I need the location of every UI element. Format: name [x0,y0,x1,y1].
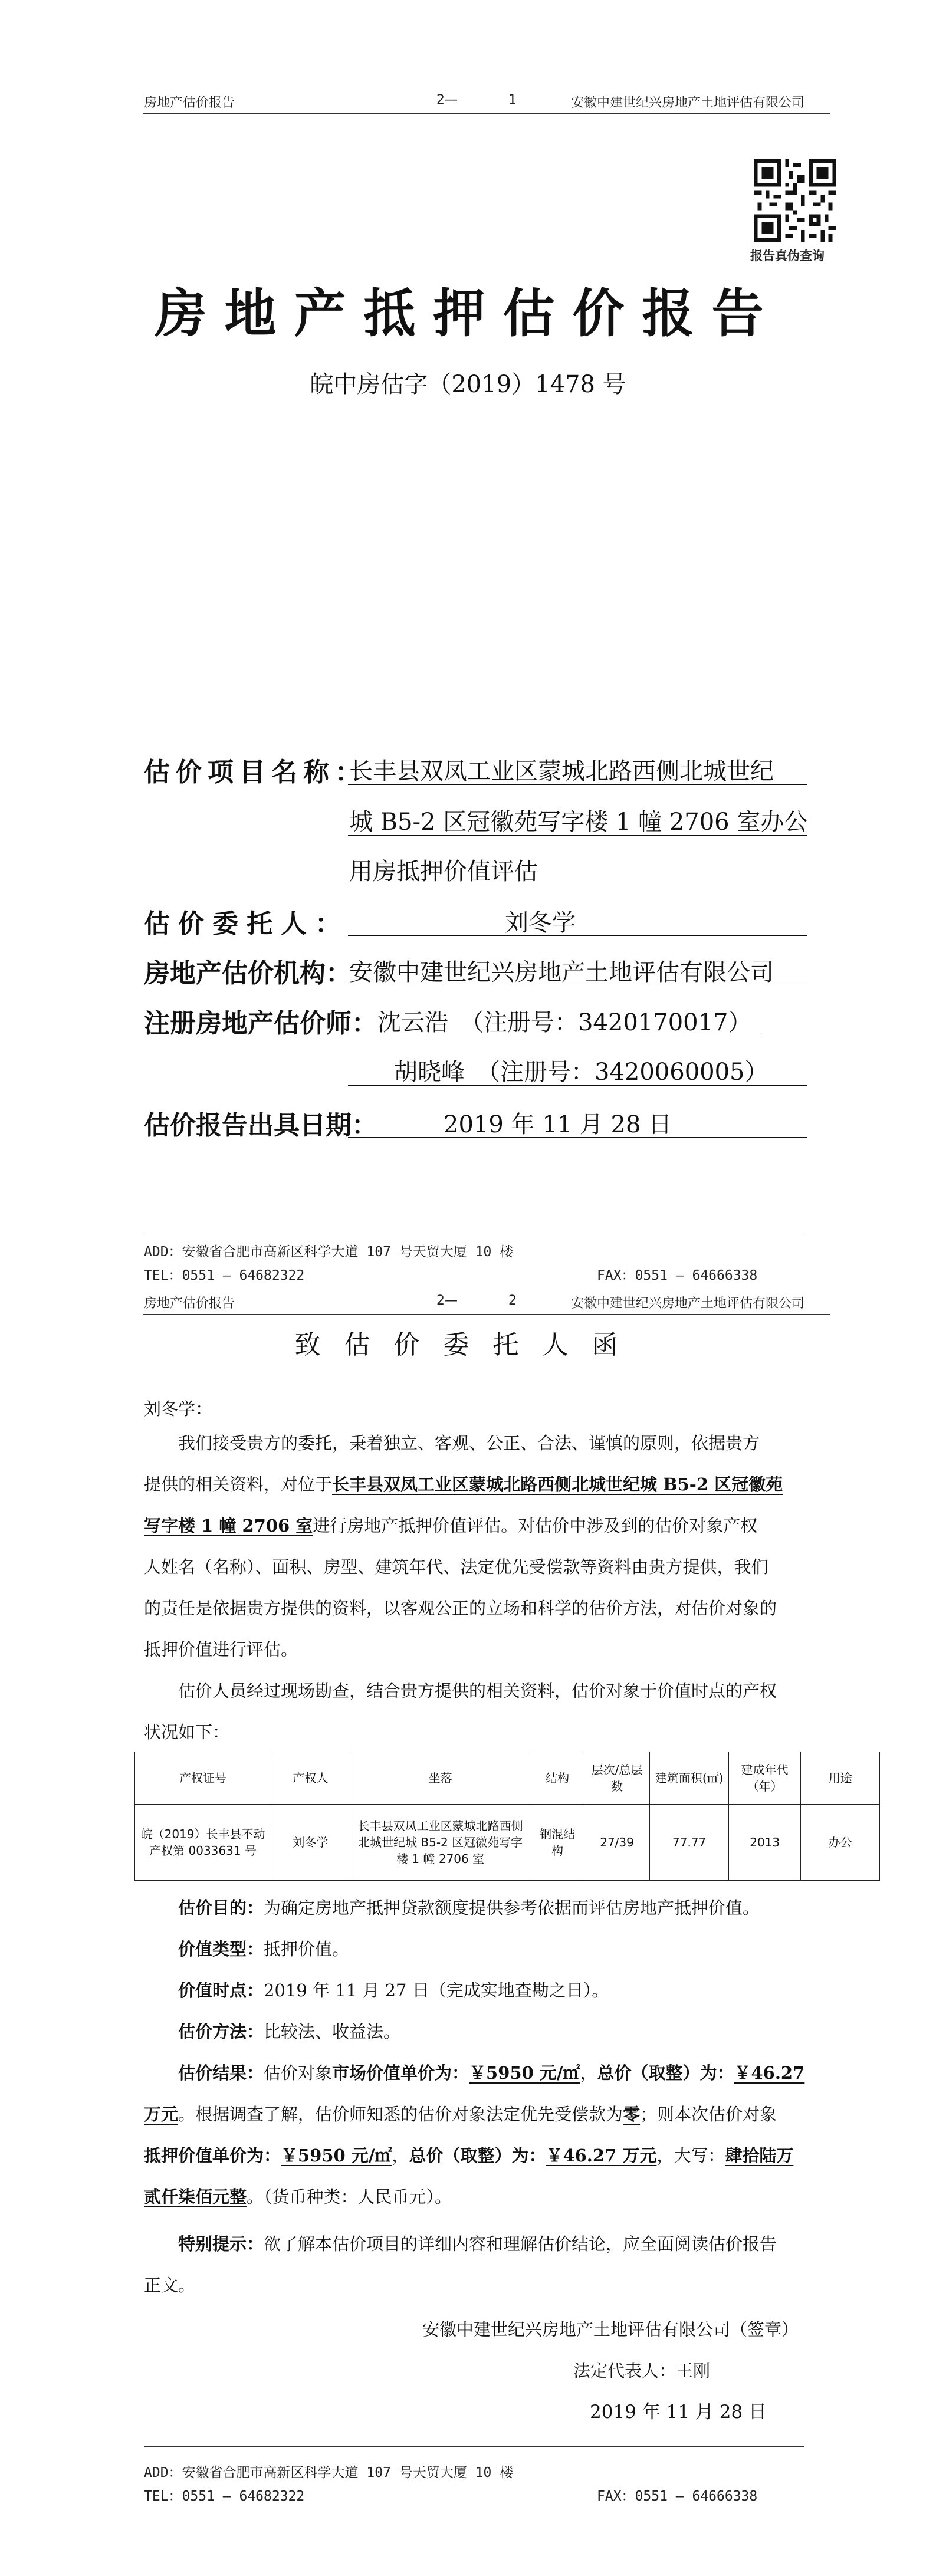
header-left: 房地产估价报告 [144,96,235,110]
purpose-line [178,1887,760,1928]
date-value: 2019 年 11 月 28 日 [444,1111,672,1138]
method-text: 比较法、收益法。 [264,2022,401,2042]
result-line-4 [144,2176,452,2217]
footer-fax: FAX：0551 — 64666338 [597,1268,758,1283]
project-line-3: 用房抵押价值评估 [349,858,538,885]
property-rights-table [134,1752,880,1881]
result-line-1 [178,2052,804,2094]
para2-line1: 估价人员经过现场勘查，结合贵方提供的相关资料，估价对象于价值时点的产权 [178,1681,777,1701]
appraiser-2: 胡晓峰 （注册号：3420060005） [394,1059,768,1086]
para1-line2-a: 提供的相关资料，对位于 [144,1474,333,1494]
appraiser-label: 注册房地产估价师： [144,1008,377,1039]
market-total-price: ￥46.27 [734,2063,805,2083]
table-header: 层次/总层数 [584,1752,650,1805]
result-line-3 [144,2135,793,2176]
result-line-2 [144,2094,777,2135]
project-underline-1 [348,784,807,785]
para1-line5: 的责任是依据贵方提供的资料，以客观公正的立场和科学的估价方法，对估价对象的 [144,1598,777,1618]
header-page-sub: 1 [508,93,517,107]
notice-line-1 [178,2223,777,2265]
table-cell: 刘冬学 [271,1805,350,1881]
project-line-2: 城 B5-2 区冠徽苑写字楼 1 幢 2706 室办公 [349,809,808,836]
value-type-label: 价值类型： [178,1939,264,1959]
table-row [135,1805,880,1881]
header-right: 安徽中建世纪兴房地产土地评估有限公司 [571,96,805,110]
method-line [178,2011,400,2052]
header-rule [143,113,830,114]
table-header-row [135,1752,880,1805]
header-left: 房地产估价报告 [144,1296,235,1311]
footer-fax: FAX：0551 — 64666338 [597,2489,758,2504]
client-value: 刘冬学 [505,909,576,937]
value-time-line [178,1970,609,2011]
page-title: 房地产抵押估价报告 [155,282,781,344]
table-header: 坐落 [350,1752,531,1805]
purpose-text: 为确定房地产抵押贷款额度提供参考依据而评估房地产抵押价值。 [264,1898,760,1918]
header-page-sub: 2 [508,1293,517,1308]
client-underline [348,935,807,936]
table-header: 产权人 [271,1752,350,1805]
footer-rule [144,2446,804,2447]
result-text: 。根据调查了解，估价师知悉的估价对象法定优先受偿款为 [178,2104,623,2124]
result-text: ，大写： [656,2145,725,2166]
signature-representative: 法定代表人：王刚 [573,2361,711,2381]
result-text: ；则本次估价对象 [640,2104,777,2124]
table-cell: 皖（2019）长丰县不动产权第 0033631 号 [135,1805,271,1881]
result-text: ， [580,2063,597,2083]
project-label: 估价项目名称： [144,757,367,787]
table-header: 结构 [531,1752,584,1805]
table-header: 产权证号 [135,1752,271,1805]
value-type-text: 抵押价值。 [264,1939,350,1959]
value-time-text: 2019 年 11 月 27 日（完成实地查勘之日）。 [264,1980,609,2000]
result-text: 总价（取整）为： [409,2145,546,2166]
salutation: 刘冬学： [144,1399,213,1419]
notice-label: 特别提示： [178,2234,264,2254]
footer-tel: TEL：0551 — 64682322 [144,1268,305,1283]
appraiser-2-underline [348,1085,807,1086]
value-type-line [178,1928,349,1970]
amount-in-words: 肆拾陆万 [725,2145,794,2166]
project-line-1: 长丰县双凤工业区蒙城北路西侧北城世纪 [349,758,774,785]
table-header: 建成年代（年） [728,1752,801,1805]
date-underline [348,1137,807,1138]
table-cell: 2013 [728,1805,801,1881]
footer-address: ADD：安徽省合肥市高新区科学大道 107 号天贸大厦 10 楼 [144,1244,514,1260]
footer-tel: TEL：0551 — 64682322 [144,2489,305,2504]
header-page: 2— [436,93,458,107]
mortgage-total-price: ￥46.27 万元 [546,2145,657,2166]
agency-label: 房地产估价机构： [144,958,352,988]
table-header: 用途 [801,1752,880,1805]
agency-value: 安徽中建世纪兴房地产土地评估有限公司 [349,959,774,986]
property-address-part1: 长丰县双凤工业区蒙城北路西侧北城世纪城 B5-2 区冠徽苑 [332,1474,783,1494]
footer-address: ADD：安徽省合肥市高新区科学大道 107 号天贸大厦 10 楼 [144,2465,514,2480]
result-text: 市场价值单价为： [332,2063,469,2083]
notice-text: 欲了解本估价项目的详细内容和理解估价结论，应全面阅读估价报告 [264,2234,777,2254]
para1-line6: 抵押价值进行评估。 [144,1639,298,1660]
table-cell: 钢混结构 [531,1805,584,1881]
purpose-label: 估价目的： [178,1898,264,1918]
table-header: 建筑面积(㎡) [650,1752,728,1805]
table-cell: 办公 [801,1805,880,1881]
letter-title: 致估价委托人函 [294,1330,642,1360]
property-address-part2: 写字楼 1 幢 2706 室 [144,1516,313,1536]
signature-company: 安徽中建世纪兴房地产土地评估有限公司（签章） [422,2319,799,2340]
header-page: 2— [436,1293,458,1308]
client-label: 估价委托人： [144,909,349,939]
project-underline-2 [348,835,807,836]
date-label: 估价报告出具日期： [144,1110,377,1141]
signature-date: 2019 年 11 月 28 日 [590,2401,767,2423]
amount-in-words: 贰仟柒佰元整 [144,2187,247,2207]
result-text: 。（货币种类：人民币元）。 [247,2187,452,2207]
market-unit-price: ￥5950 元/㎡ [469,2063,580,2083]
result-label: 估价结果： [178,2063,264,2083]
result-text: 抵押价值单价为： [144,2145,281,2166]
priority-claim: 零 [623,2104,641,2124]
appraiser-1: 沈云浩 （注册号：3420170017） [377,1009,752,1036]
header-right: 安徽中建世纪兴房地产土地评估有限公司 [571,1296,805,1311]
market-total-unit: 万元 [144,2104,179,2124]
para1-line4: 人姓名（名称）、面积、房型、建筑年代、法定优先受偿款等资料由贵方提供，我们 [144,1557,768,1577]
qr-caption: 报告真伪查询 [750,249,825,263]
qr-code-icon [754,159,836,242]
para2-line2: 状况如下： [144,1722,230,1742]
result-text: 总价（取整）为： [597,2063,734,2083]
header-rule [143,1314,830,1315]
notice-line-2: 正文。 [144,2275,196,2295]
result-text: ， [392,2145,409,2166]
value-time-label: 价值时点： [178,1980,264,2000]
para1-line2 [144,1464,783,1505]
result-text: 估价对象 [264,2063,333,2083]
para1-line3-b: 进行房地产抵押价值评估。对估价中涉及到的估价对象产权 [313,1516,758,1536]
report-number: 皖中房估字（2019）1478 号 [310,371,626,398]
mortgage-unit-price: ￥5950 元/㎡ [281,2145,392,2166]
table-cell: 77.77 [650,1805,728,1881]
table-cell: 长丰县双凤工业区蒙城北路西侧北城世纪城 B5-2 区冠徽苑写字楼 1 幢 2706 室 [350,1805,531,1881]
para1-line1: 我们接受贵方的委托，秉着独立、客观、公正、合法、谨慎的原则，依据贵方 [178,1433,760,1453]
para1-line3 [144,1505,757,1546]
table-cell: 27/39 [584,1805,650,1881]
method-label: 估价方法： [178,2022,264,2042]
